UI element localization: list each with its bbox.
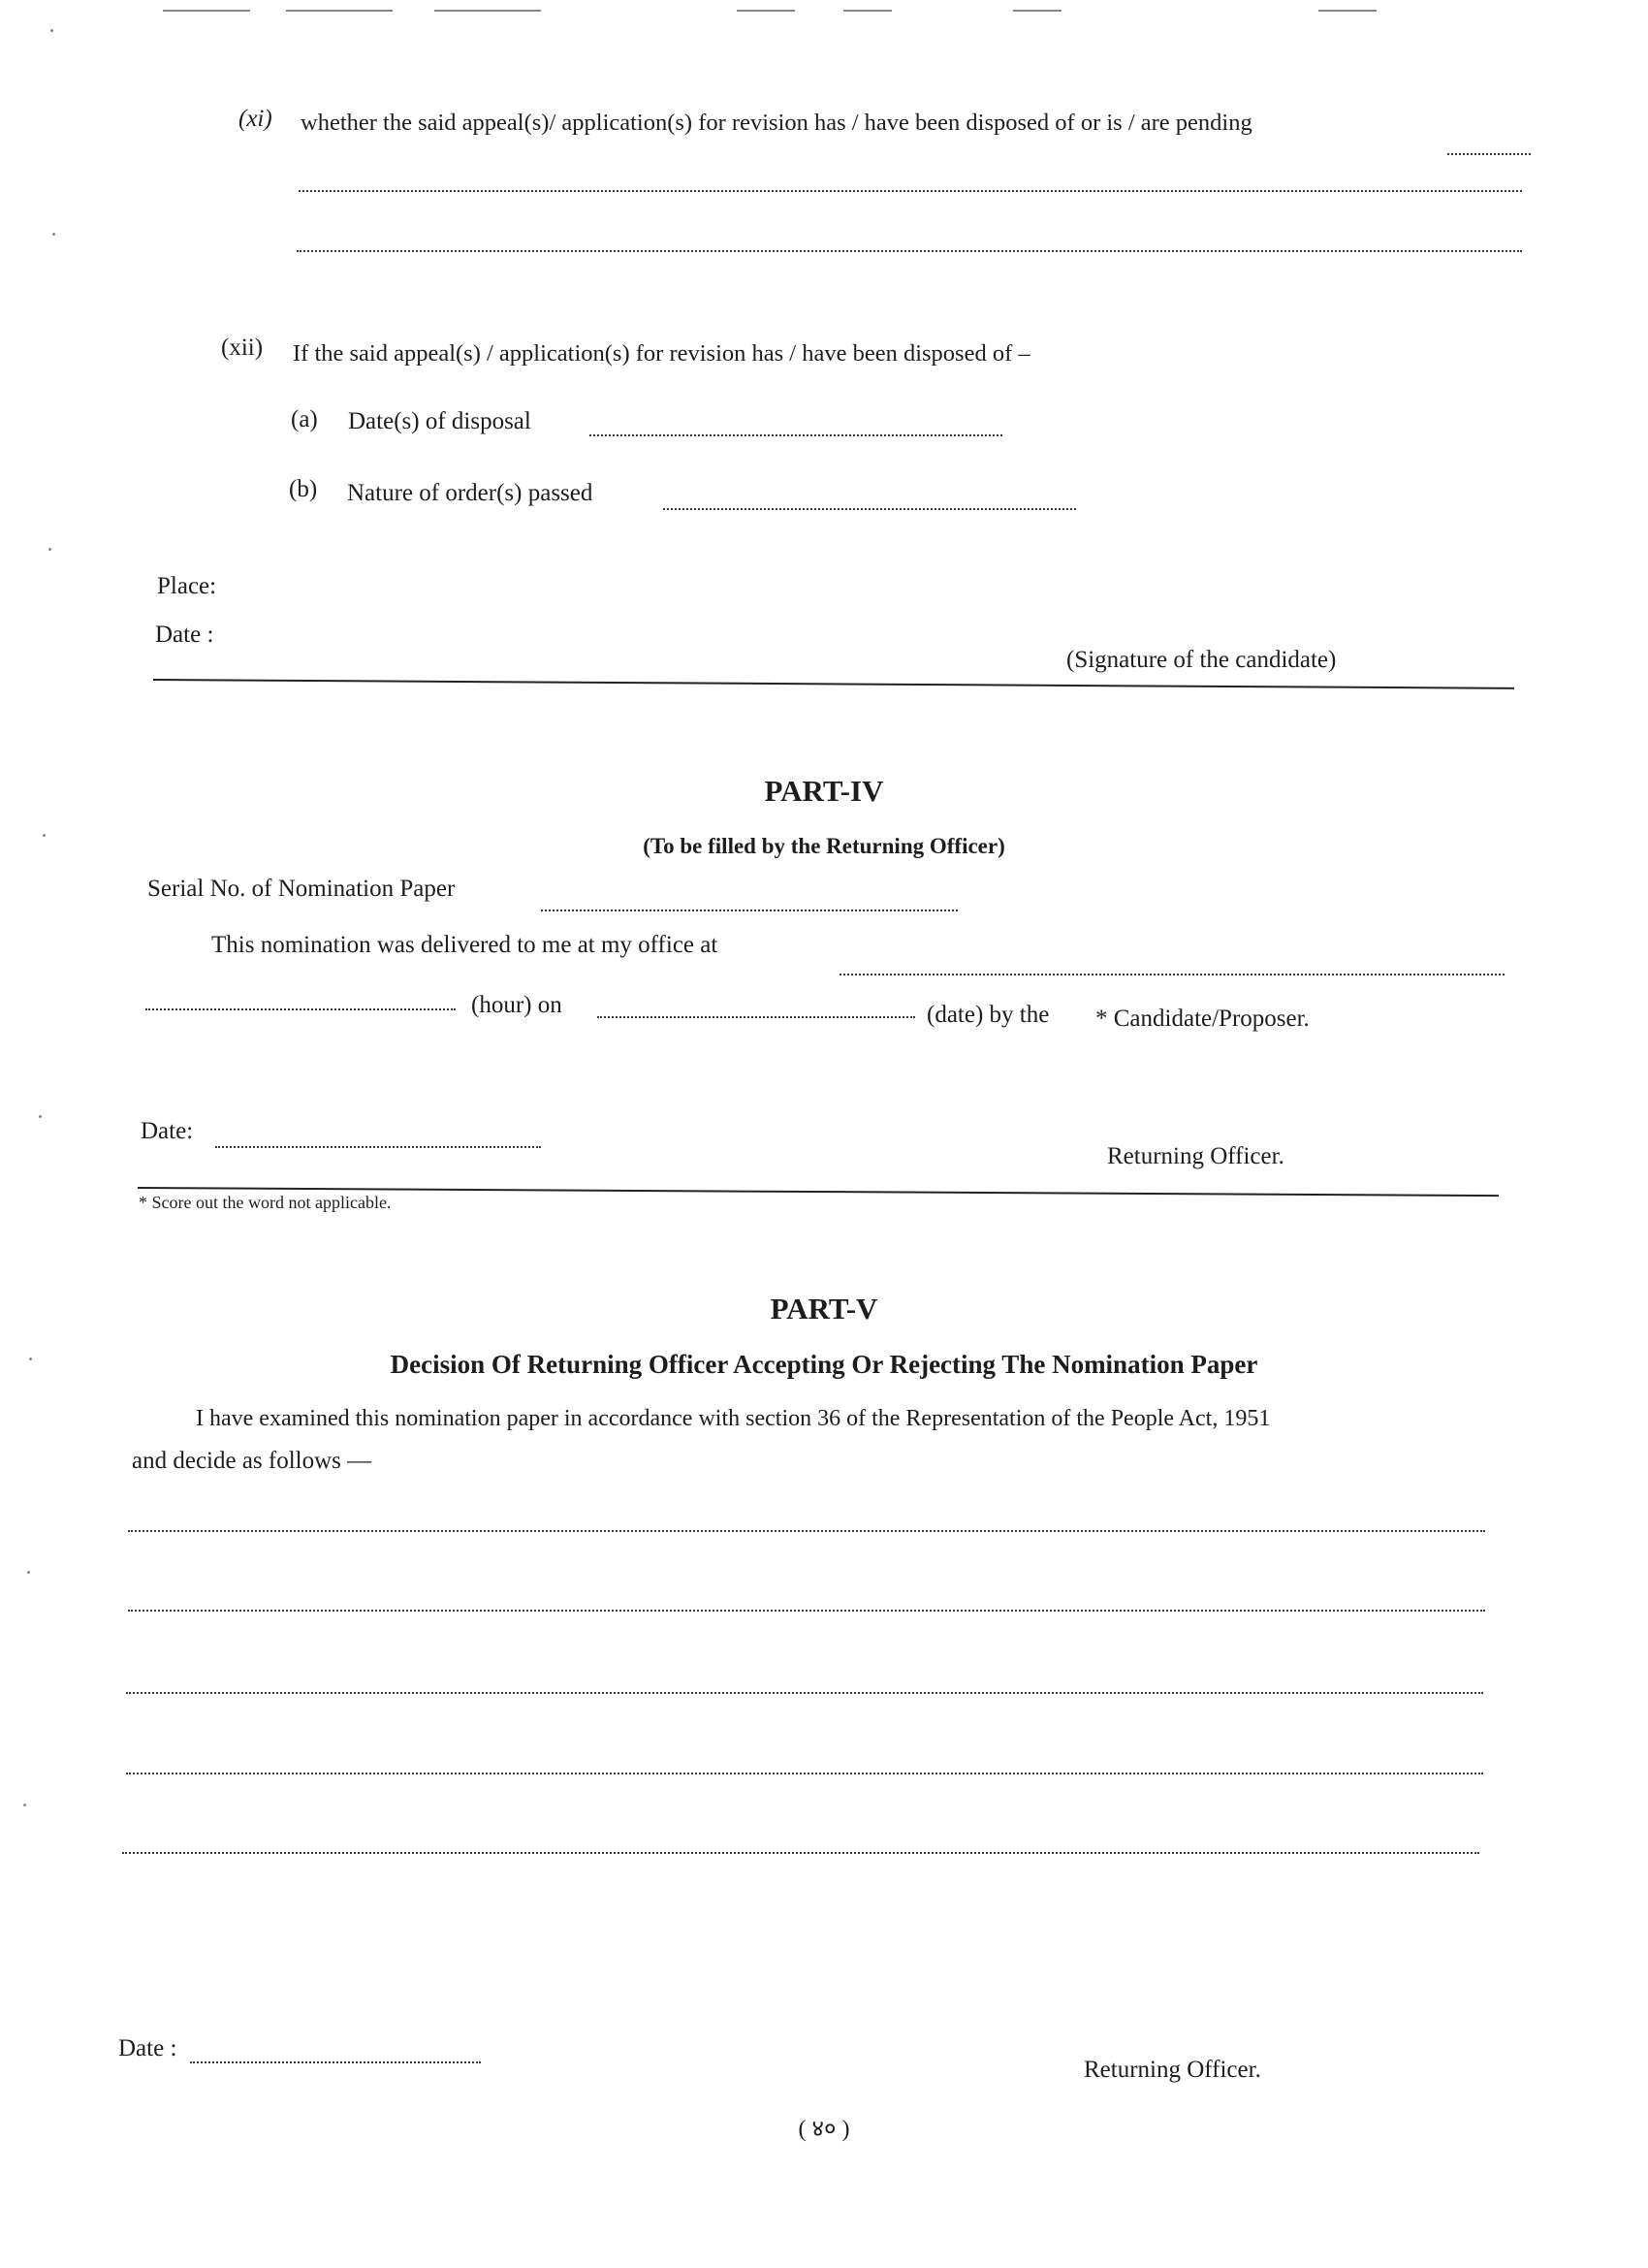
part-iv-returning-officer: Returning Officer. xyxy=(1107,1143,1284,1169)
part-iv-date-label: Date: xyxy=(141,1118,194,1144)
section-divider xyxy=(153,679,1514,689)
disposal-date-field[interactable] xyxy=(589,434,1002,436)
part-iv-date-field[interactable] xyxy=(215,1146,541,1148)
scan-mark xyxy=(1013,10,1062,12)
decision-body-line2: and decide as follows — xyxy=(132,1448,372,1474)
page-number: ( ४० ) xyxy=(798,2117,850,2142)
scan-mark xyxy=(163,10,250,12)
part-v-title: PART-V xyxy=(770,1292,878,1326)
part-iv-subtitle: (To be filled by the Returning Officer) xyxy=(643,834,1005,858)
decision-line[interactable] xyxy=(126,1773,1483,1774)
scan-speck xyxy=(48,548,51,551)
part-v-date-field[interactable] xyxy=(190,2061,481,2063)
delivered-hour-field[interactable] xyxy=(145,1008,456,1010)
scan-speck xyxy=(27,1571,30,1574)
scan-mark xyxy=(286,10,393,12)
part-iv-title: PART-IV xyxy=(764,774,884,808)
item-xii-b-number: (b) xyxy=(289,476,318,502)
delivered-office-field[interactable] xyxy=(840,974,1505,975)
scan-mark xyxy=(434,10,541,12)
scan-mark xyxy=(1318,10,1377,12)
scan-speck xyxy=(23,1804,26,1806)
scan-mark xyxy=(737,10,795,12)
delivered-text: This nomination was delivered to me at my office at xyxy=(211,932,718,958)
item-xi-answer-line[interactable] xyxy=(297,250,1522,252)
footnote: * Score out the word not applicable. xyxy=(139,1193,392,1212)
item-xi-answer-line[interactable] xyxy=(1447,153,1531,155)
item-xi-text: whether the said appeal(s)/ application(s) for revision has / have been disposed of or is / are pending xyxy=(301,110,1252,136)
date-by-text: (date) by the xyxy=(927,1002,1050,1028)
disposal-date-label: Date(s) of disposal xyxy=(348,408,531,434)
hour-text: (hour) on xyxy=(471,992,562,1018)
decision-line[interactable] xyxy=(126,1692,1483,1694)
place-label: Place: xyxy=(157,573,217,599)
delivered-date-field[interactable] xyxy=(597,1016,915,1018)
scan-mark xyxy=(843,10,892,12)
signature-caption: (Signature of the candidate) xyxy=(1066,647,1337,673)
scan-speck xyxy=(39,1115,42,1118)
item-xii-text: If the said appeal(s) / application(s) for revision has / have been disposed of – xyxy=(293,340,1030,367)
item-xii-a-number: (a) xyxy=(291,406,318,432)
decision-body-line1: I have examined this nomination paper in accordance with section 36 of the Representation of the People Act, 1951 xyxy=(196,1406,1271,1431)
item-xi-answer-line[interactable] xyxy=(299,190,1522,192)
serial-no-field[interactable] xyxy=(541,910,958,911)
item-xii-number: (xii) xyxy=(221,335,264,361)
serial-no-label: Serial No. of Nomination Paper xyxy=(147,876,456,902)
item-xi-number: (xi) xyxy=(238,106,272,132)
decision-line[interactable] xyxy=(128,1530,1485,1532)
part-v-date-label: Date : xyxy=(118,2035,177,2061)
decision-line[interactable] xyxy=(122,1852,1479,1854)
scan-speck xyxy=(52,233,55,236)
decision-line[interactable] xyxy=(128,1610,1485,1612)
scan-speck xyxy=(50,29,53,32)
candidate-proposer-text: * Candidate/Proposer. xyxy=(1095,1006,1310,1032)
part-v-returning-officer: Returning Officer. xyxy=(1084,2057,1261,2083)
date-label: Date : xyxy=(155,622,214,648)
order-nature-field[interactable] xyxy=(663,508,1076,510)
order-nature-label: Nature of order(s) passed xyxy=(347,480,593,506)
part-v-subtitle: Decision Of Returning Officer Accepting Or Rejecting The Nomination Paper xyxy=(390,1350,1258,1379)
